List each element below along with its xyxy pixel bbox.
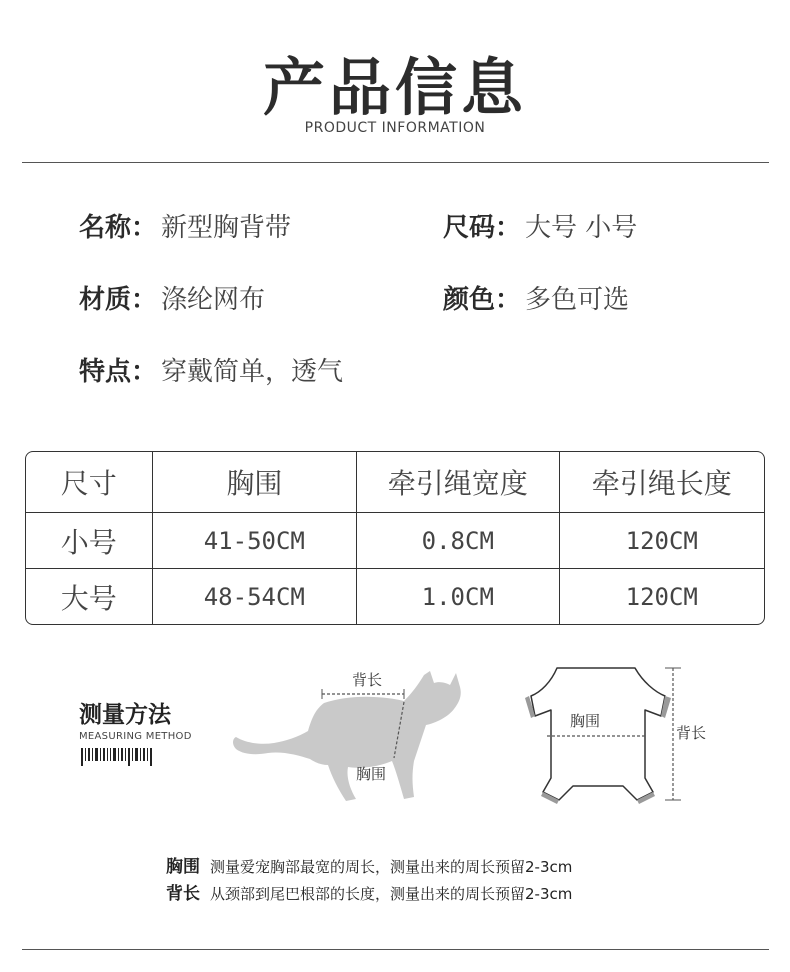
cat-chest-label: 胸围 [356,765,387,783]
info-material [79,279,265,316]
barcode-icon [81,748,153,766]
page-subtitle: PRODUCT INFORMATION [304,120,486,136]
method-subtitle: MEASURING METHOD [79,731,192,742]
info-feature-value: 穿戴简单，透气 [161,357,344,387]
clothing-chest-label: 胸围 [570,712,601,730]
info-color [443,279,629,316]
info-name-key: 名称： [79,213,158,243]
table-cell: 120CM [560,513,764,569]
info-color-value: 多色可选 [525,285,630,315]
note-chest-text: 测量爱宠胸部最宽的周长，测量出来的周长预留2-3cm [210,858,573,876]
note-chest [166,852,572,877]
table-header-cell: 牵引绳长度 [560,452,764,513]
table-header-cell: 尺寸 [26,452,153,513]
note-chest-key: 胸围 [166,857,200,877]
info-size-value: 大号 小号 [525,213,638,243]
info-feature [79,351,343,388]
cat-silhouette-icon [228,665,463,805]
table-header-row [26,452,764,513]
table-row [26,513,764,569]
table-row [26,569,764,624]
table-header-cell: 牵引绳宽度 [357,452,559,513]
info-color-key: 颜色： [443,285,522,315]
cat-back-label: 背长 [352,671,383,689]
info-name [79,207,291,244]
note-back-key: 背长 [166,884,200,904]
info-size [443,207,637,244]
table-cell: 120CM [625,582,698,611]
info-size-key: 尺码： [443,213,522,243]
info-material-key: 材质： [79,285,158,315]
method-title: 测量方法 [79,702,171,728]
table-cell: 大号 [26,569,153,624]
table-cell: 小号 [26,513,153,569]
table-cell: 41-50CM [153,513,357,569]
page-title: 产品信息 [262,51,527,124]
note-back [166,879,572,904]
table-cell: 0.8CM [357,513,559,569]
table-header-cell: 胸围 [153,452,357,513]
clothing-back-label: 背长 [676,724,707,742]
info-feature-key: 特点： [79,357,158,387]
table-cell: 1.0CM [357,569,559,624]
bottom-divider [22,949,769,950]
table-cell: 48-54CM [153,569,357,624]
size-table [25,451,765,625]
top-divider [22,162,769,163]
info-name-value: 新型胸背带 [161,213,292,243]
cat-chest-measure-line [390,700,410,760]
note-back-text: 从颈部到尾巴根部的长度，测量出来的周长预留2-3cm [210,885,573,903]
info-material-value: 涤纶网布 [161,285,266,315]
